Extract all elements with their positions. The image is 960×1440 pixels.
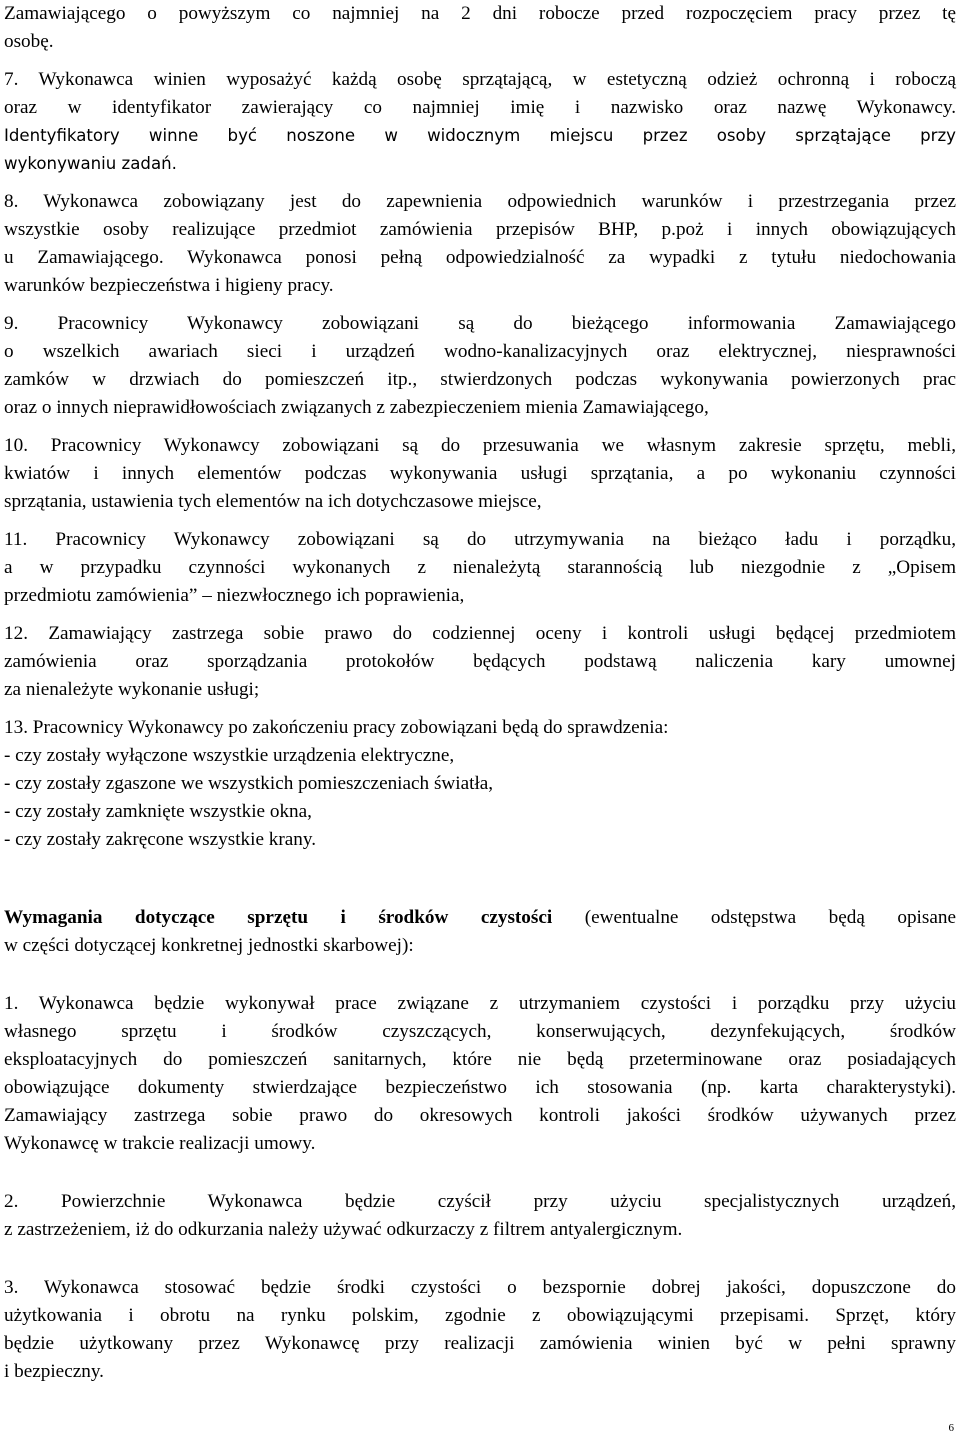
requirement-item-1 [4, 990, 956, 1158]
paragraph-continuation [4, 0, 956, 56]
paragraph-item-9 [4, 310, 956, 422]
text-line: obowiązujące dokumenty stwierdzające bezpieczeństwo ich stosowania (np. karta charakterystyki). [4, 1077, 956, 1098]
text-line: 9. Pracownicy Wykonawcy zobowiązani są do bieżącego informowania Zamawiającego [4, 313, 956, 334]
text-line: sprzątania, ustawienia tych elementów na ich dotychczasowe miejsce, [4, 491, 542, 512]
text-line: 13. Pracownicy Wykonawcy po zakończeniu pracy zobowiązani będą do sprawdzenia: [4, 717, 669, 738]
paragraph-item-10 [4, 432, 956, 516]
paragraph-item-13 [4, 714, 956, 854]
page-number: 6 [948, 1422, 954, 1434]
requirement-item-3 [4, 1274, 956, 1386]
text-line: 10. Pracownicy Wykonawcy zobowiązani są do przesuwania we własnym zakresie sprzętu, mebli, [4, 435, 956, 456]
text-line: kwiatów i innych elementów podczas wykonywania usługi sprzątania, a po wykonaniu czynności [4, 463, 956, 484]
text-line: osobę. [4, 31, 54, 52]
text-line: 3. Wykonawca stosować będzie środki czystości o bezspornie dobrej jakości, dopuszczone do [4, 1277, 956, 1298]
text-line: Identyfikatory winne być noszone w widocznym miejscu przez osoby sprzątające przy [4, 126, 956, 145]
text-line: wykonywaniu zadań. [4, 154, 177, 173]
checklist-item: - czy zostały zgaszone we wszystkich pomieszczeniach światła, [4, 773, 494, 794]
text-line: 11. Pracownicy Wykonawcy zobowiązani są do utrzymywania na bieżąco ładu i porządku, [4, 529, 956, 550]
text-line: 8. Wykonawca zobowiązany jest do zapewnienia odpowiednich warunków i przestrzegania przez [4, 191, 956, 212]
text-line: za nienależyte wykonanie usługi; [4, 679, 260, 700]
text-line: z zastrzeżeniem, iż do odkurzania należy używać odkurzaczy z filtrem antyalergicznym. [4, 1219, 683, 1240]
text-line: i bezpieczny. [4, 1361, 104, 1382]
paragraph-item-12 [4, 620, 956, 704]
text-line: 2. Powierzchnie Wykonawca będzie czyścił przy użyciu specjalistycznych urządzeń, [4, 1191, 956, 1212]
text-line: Wykonawcę w trakcie realizacji umowy. [4, 1133, 316, 1154]
text-line: przedmiotu zamówienia” – niezwłocznego ich poprawienia, [4, 585, 465, 606]
text-line: wszystkie osoby realizujące przedmiot zamówienia przepisów BHP, p.poż i innych obowiązujących [4, 219, 956, 240]
text-line: będzie użytkowany przez Wykonawcę przy realizacji zamówienia winien być w pełni sprawny [4, 1333, 956, 1354]
text-line: zamówienia oraz sporządzania protokołów będących podstawą naliczenia kary umownej [4, 651, 956, 672]
checklist-item: - czy zostały wyłączone wszystkie urządzenia elektryczne, [4, 745, 455, 766]
text-line: u Zamawiającego. Wykonawca ponosi pełną odpowiedzialność za wypadki z tytułu niedochowania [4, 247, 956, 268]
heading-rest-text: (ewentualne odstępstwa będą opisane [552, 907, 956, 928]
text-line: Zamawiającego o powyższym co najmniej na 2 dni robocze przed rozpoczęciem pracy przez tę [4, 3, 956, 24]
heading-bold-text: Wymagania dotyczące sprzętu i środków czystości [4, 907, 553, 928]
paragraph-item-11 [4, 526, 956, 610]
checklist-item: - czy zostały zakręcone wszystkie krany. [4, 829, 317, 850]
heading-line [4, 904, 956, 932]
document-page [4, 0, 956, 1386]
text-line: własnego sprzętu i środków czyszczących, konserwujących, dezynfekujących, środków [4, 1021, 956, 1042]
text-line: użytkowania i obrotu na rynku polskim, zgodnie z obowiązującymi przepisami. Sprzęt, który [4, 1305, 956, 1326]
text-line: a w przypadku czynności wykonanych z nienależytą starannością lub niezgodnie z „Opisem [4, 557, 956, 578]
text-line: warunków bezpieczeństwa i higieny pracy. [4, 275, 334, 296]
text-line: oraz o innych nieprawidłowościach związanych z zabezpieczeniem mienia Zamawiającego, [4, 397, 709, 418]
text-line: oraz w identyfikator zawierający co najmniej imię i nazwisko oraz nazwę Wykonawcy. [4, 97, 956, 118]
text-line: Zamawiający zastrzega sobie prawo do okresowych kontroli jakości środków używanych przez [4, 1105, 956, 1126]
text-line: 1. Wykonawca będzie wykonywał prace związane z utrzymaniem czystości i porządku przy użyciu [4, 993, 956, 1014]
text-line: 12. Zamawiający zastrzega sobie prawo do codziennej oceny i kontroli usługi będącej przedmiotem [4, 623, 956, 644]
requirement-item-2 [4, 1188, 956, 1244]
paragraph-item-7 [4, 66, 956, 178]
text-line: eksploatacyjnych do pomieszczeń sanitarnych, które nie będą przeterminowane oraz posiadających [4, 1049, 956, 1070]
paragraph-item-8 [4, 188, 956, 300]
text-line: o wszelkich awariach sieci i urządzeń wodno-kanalizacyjnych oraz elektrycznej, niesprawności [4, 341, 956, 362]
section-heading [4, 904, 956, 960]
text-line: zamków w drzwiach do pomieszczeń itp., stwierdzonych podczas wykonywania powierzonych prac [4, 369, 956, 390]
text-line: w części dotyczącej konkretnej jednostki skarbowej): [4, 935, 414, 956]
text-line: 7. Wykonawca winien wyposażyć każdą osobę sprzątającą, w estetyczną odzież ochronną i roboczą [4, 69, 956, 90]
checklist-item: - czy zostały zamknięte wszystkie okna, [4, 801, 312, 822]
